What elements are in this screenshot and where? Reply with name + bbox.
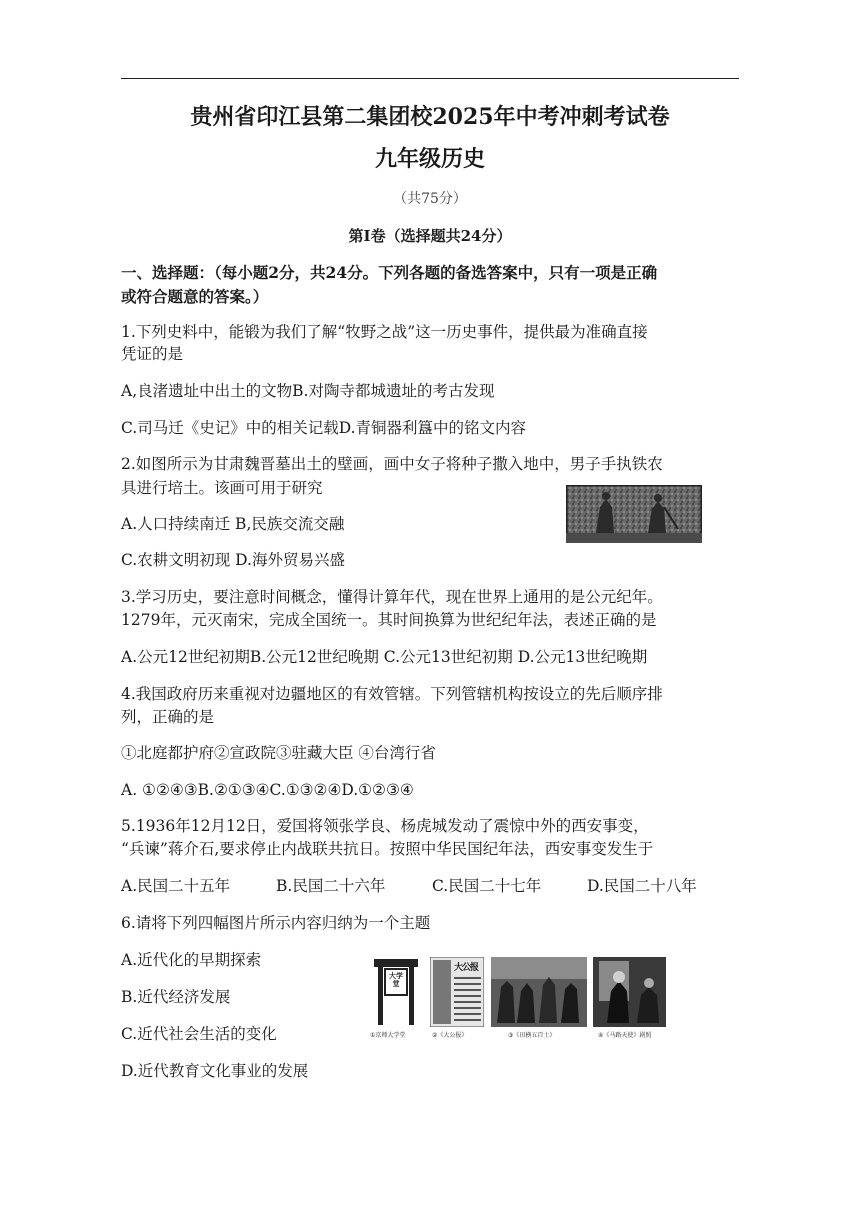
q6-picture-3 — [491, 957, 587, 1027]
top-rule — [121, 78, 739, 79]
exam-subtitle: 九年级历史 — [374, 146, 485, 172]
instructions-line-2: 或符合题意的答案。） — [121, 287, 269, 306]
q4-stem-line-2: 列，正确的是 — [121, 708, 215, 726]
q6-picture-2 — [430, 957, 484, 1027]
q6-picture-2-masthead: 大公报 — [454, 963, 479, 973]
section-heading: 第Ⅰ卷（选择题共24分） — [348, 227, 512, 245]
q6-picture-1-caption: ①京师大学堂 — [370, 1032, 406, 1039]
q6-picture-1-plaque: 大学堂 — [389, 971, 403, 988]
exam-title: 贵州省印江县第二集团校2025年中考冲刺考试卷 — [190, 104, 670, 130]
q5-option-a: A.民国二十五年 — [121, 877, 231, 895]
q5-option-b: B.民国二十六年 — [276, 877, 386, 895]
instructions-line-1: 一、选择题：（每小题2分，共24分。下列各题的备选答案中，只有一项是正确 — [121, 263, 658, 282]
q6-picture-4-caption: ④《马路天使》剧照 — [598, 1032, 652, 1039]
q4-stem-line-1: 4.我国政府历来重视对边疆地区的有效管辖。下列管辖机构按设立的先后顺序排 — [121, 685, 663, 703]
q1-options-ab: A,良渚遗址中出土的文物B.对陶寺都城遗址的考古发现 — [121, 382, 495, 400]
q2-stem-line-1: 2.如图所示为甘肃魏晋墓出土的壁画，画中女子将种子撒入地中，男子手执铁农 — [121, 455, 663, 473]
q5-option-d: D.民国二十八年 — [587, 877, 697, 895]
q6-option-d: D.近代教育文化事业的发展 — [121, 1062, 309, 1080]
q6-picture-2-caption: ②《大公报》 — [432, 1032, 468, 1039]
q6-stem: 6.请将下列四幅图片所示内容归纳为一个主题 — [121, 914, 431, 932]
q5-option-c: C.民国二十七年 — [432, 877, 542, 895]
q4-options: A. ①②④③B.②①③④C.①③②④D.①②③④ — [121, 781, 414, 799]
q4-items: ①北庭都护府②宣政院③驻藏大臣 ④台湾行省 — [121, 744, 436, 762]
q6-picture-4 — [593, 957, 666, 1027]
q6-option-c: C.近代社会生活的变化 — [121, 1025, 277, 1043]
q2-options-ab: A.人口持续南迁 B,民族交流交融 — [121, 515, 345, 533]
q6-option-b: B.近代经济发展 — [121, 988, 231, 1006]
q5-stem-line-2: “兵谏”蒋介石,要求停止内战联共抗日。按照中华民国纪年法，西安事变发生于 — [121, 840, 654, 858]
q2-stem-line-2: 具进行培土。该画可用于研究 — [121, 479, 323, 497]
q2-options-cd: C.农耕文明初现 D.海外贸易兴盛 — [121, 551, 345, 569]
q3-stem-line-2: 1279年，元灭南宋，完成全国统一。其时间换算为世纪纪年法，表述正确的是 — [121, 611, 657, 629]
q1-options-cd: C.司马迁《史记》中的相关记载D.青铜器利簋中的铭文内容 — [121, 419, 527, 437]
mural-image — [566, 485, 702, 543]
total-score: （共75分） — [393, 191, 467, 207]
q3-options: A.公元12世纪初期B.公元12世纪晚期 C.公元13世纪初期 D.公元13世纪晚期 — [121, 648, 648, 666]
q1-stem-line-1: 1.下列史料中，能锻为我们了解“牧野之战”这一历史事件，提供最为准确直接 — [121, 323, 648, 341]
q3-stem-line-1: 3.学习历史，要注意时间概念，懂得计算年代，现在世界上通用的是公元纪年。 — [121, 588, 663, 606]
q6-option-a: A.近代化的早期探索 — [121, 951, 262, 969]
q6-picture-1 — [370, 957, 422, 1027]
q5-stem-line-1: 5.1936年12月12日，爱国将领张学良、杨虎城发动了震惊中外的西安事变， — [121, 817, 649, 835]
q6-picture-3-caption: ③《田横五百士》 — [508, 1032, 556, 1039]
q1-stem-line-2: 凭证的是 — [121, 345, 184, 363]
